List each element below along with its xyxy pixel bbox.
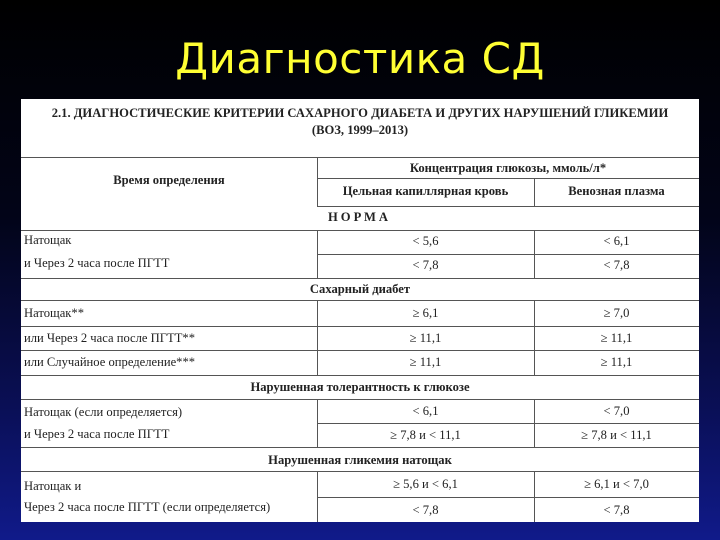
venous-value: ≥ 7,0 (603, 306, 630, 320)
rule (317, 423, 699, 424)
rule (21, 278, 699, 279)
venous-value: ≥ 11,1 (600, 331, 633, 345)
table-heading (21, 99, 699, 157)
rule (317, 178, 699, 179)
slide-title: Диагностика СД (175, 34, 545, 83)
capillary-value: < 5,6 (412, 234, 439, 248)
capillary-value: < 7,8 (412, 503, 439, 517)
capillary-value: ≥ 6,1 (412, 306, 439, 320)
rule (317, 206, 699, 207)
rule (317, 497, 699, 498)
row-label: Натощак и (24, 479, 82, 493)
rule (21, 447, 699, 448)
capillary-value: ≥ 11,1 (409, 331, 442, 345)
capillary-value: ≥ 11,1 (409, 355, 442, 369)
section-tolerance: Нарушенная толерантность к глюкозе (250, 380, 470, 394)
section-norm: НОРМА (328, 210, 392, 224)
rule (21, 300, 699, 301)
row-label: Натощак** (24, 306, 84, 320)
section-diabetes: Сахарный диабет (309, 282, 411, 296)
rule (21, 471, 699, 472)
column-header-time: Время определения (113, 173, 225, 187)
rule (21, 230, 699, 231)
venous-value: ≥ 6,1 и < 7,0 (584, 477, 649, 491)
rule (21, 375, 699, 376)
column-header-capillary: Цельная капиллярная кровь (342, 184, 509, 198)
table-heading-line1: 2.1. ДИАГНОСТИЧЕСКИЕ КРИТЕРИИ САХАРНОГО ДИАБЕТА И ДРУГИХ НАРУШЕНИЙ ГЛИКЕМИИ (51, 106, 669, 120)
venous-value: ≥ 7,8 и < 11,1 (581, 428, 652, 442)
venous-value: < 7,8 (603, 258, 630, 272)
row-label: и Через 2 часа после ПГТТ (24, 427, 170, 441)
rule (21, 399, 699, 400)
venous-value: < 7,0 (603, 404, 630, 418)
row-label: Натощак (24, 233, 72, 247)
row-label: или Через 2 часа после ПГТТ** (24, 331, 196, 345)
column-header-venous: Венозная плазма (568, 184, 665, 198)
rule (21, 326, 699, 327)
row-label: и Через 2 часа после ПГТТ (24, 256, 170, 270)
venous-value: < 7,8 (603, 503, 630, 517)
rule (21, 350, 699, 351)
capillary-value: < 6,1 (412, 404, 439, 418)
row-label: Натощак (если определяется) (24, 405, 183, 419)
section-fasting: Нарушенная гликемия натощак (268, 453, 452, 467)
capillary-value: ≥ 7,8 и < 11,1 (390, 428, 461, 442)
venous-value: < 6,1 (603, 234, 630, 248)
venous-value: ≥ 11,1 (600, 355, 633, 369)
table-heading-line2: (ВОЗ, 1999–2013) (311, 123, 409, 137)
row-label: Через 2 часа после ПГТТ (если определяется) (24, 500, 271, 514)
rule (317, 254, 699, 255)
criteria-table (21, 99, 699, 522)
column-header-concentration: Концентрация глюкозы, ммоль/л* (409, 161, 607, 175)
row-label: или Случайное определение*** (24, 355, 196, 369)
rule (21, 157, 699, 158)
capillary-value: < 7,8 (412, 258, 439, 272)
capillary-value: ≥ 5,6 и < 6,1 (393, 477, 458, 491)
